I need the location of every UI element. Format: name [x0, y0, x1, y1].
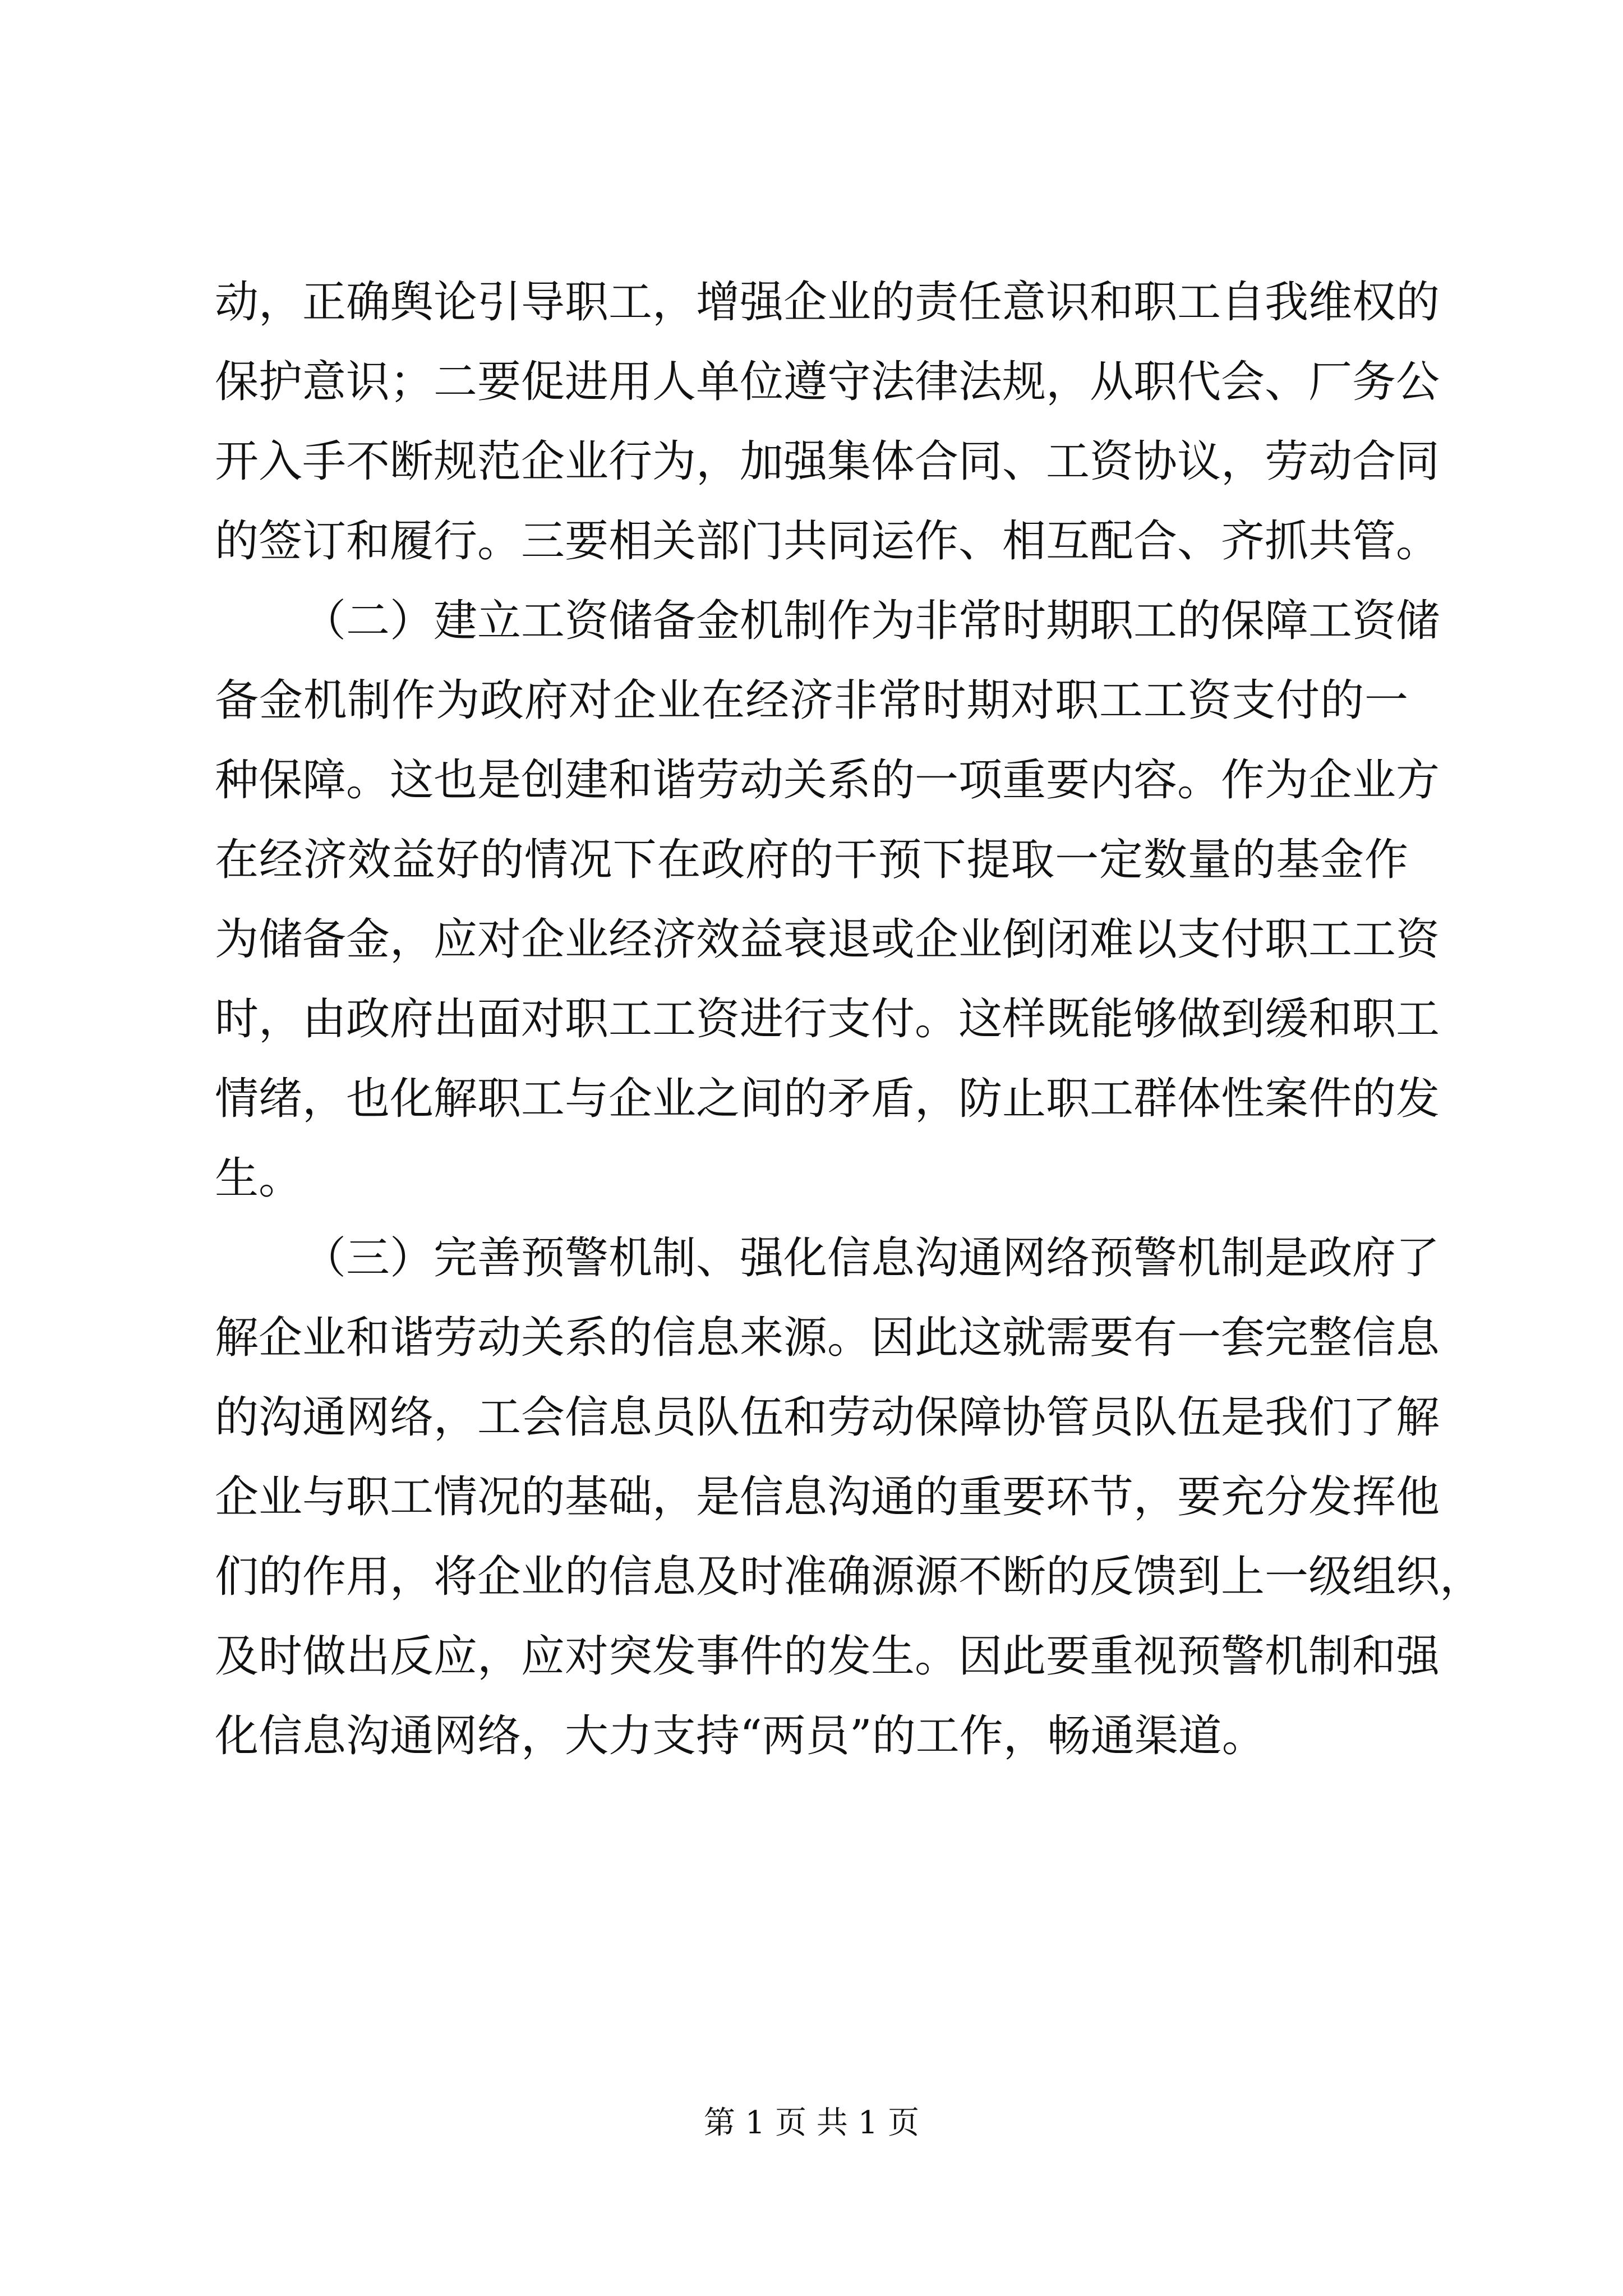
- text-line: 化信息沟通网络，大力支持“两员”的工作，畅通渠道。: [215, 1711, 1266, 1761]
- text-line: 的签订和履行。三要相关部门共同运作、相互配合、齐抓共管。: [215, 516, 1440, 567]
- text-line: 的沟通网络，工会信息员队伍和劳动保障协管员队伍是我们了解: [215, 1392, 1440, 1443]
- text-line: 在经济效益好的情况下在政府的干预下提取一定数量的基金作: [215, 835, 1408, 885]
- text-line: 为储备金，应对企业经济效益衰退或企业倒闭难以支付职工工资: [215, 914, 1440, 965]
- document-body: [215, 263, 1484, 1776]
- text-line: 种保障。这也是创建和谐劳动关系的一项重要内容。作为企业方: [215, 755, 1440, 806]
- text-line: （三）完善预警机制、强化信息沟通网络预警机制是政府了: [302, 1233, 1440, 1283]
- text-line: 备金机制作为政府对企业在经济非常时期对职工工资支付的一: [215, 675, 1408, 726]
- text-line: 生。: [215, 1153, 303, 1204]
- text-line: 时，由政府出面对职工工资进行支付。这样既能够做到缓和职工: [215, 994, 1440, 1045]
- text-line: 解企业和谐劳动关系的信息来源。因此这就需要有一套完整信息: [215, 1313, 1440, 1363]
- text-line: 开入手不断规范企业行为，加强集体合同、工资协议，劳动合同: [215, 436, 1440, 487]
- paragraph: [215, 1218, 1484, 1776]
- page-footer: [0, 2101, 1623, 2146]
- text-line: （二）建立工资储备金机制作为非常时期职工的保障工资储: [302, 596, 1440, 646]
- text-line: 们的作用，将企业的信息及时准确源源不断的反馈到上一级组织，: [215, 1552, 1484, 1602]
- text-line: 情绪，也化解职工与企业之间的矛盾，防止职工群体性案件的发: [215, 1074, 1440, 1124]
- page-number-label: 第 1 页 共 1 页: [703, 2105, 920, 2141]
- paragraph: [215, 263, 1440, 581]
- text-line: 保护意识；二要促进用人单位遵守法律法规，从职代会、厂务公: [215, 357, 1440, 407]
- text-line: 企业与职工情况的基础，是信息沟通的重要环节，要充分发挥他: [215, 1472, 1440, 1522]
- paragraph: [215, 581, 1440, 1218]
- text-line: 及时做出反应，应对突发事件的发生。因此要重视预警机制和强: [215, 1631, 1440, 1682]
- text-line: 动，正确舆论引导职工，增强企业的责任意识和职工自我维权的: [215, 277, 1440, 328]
